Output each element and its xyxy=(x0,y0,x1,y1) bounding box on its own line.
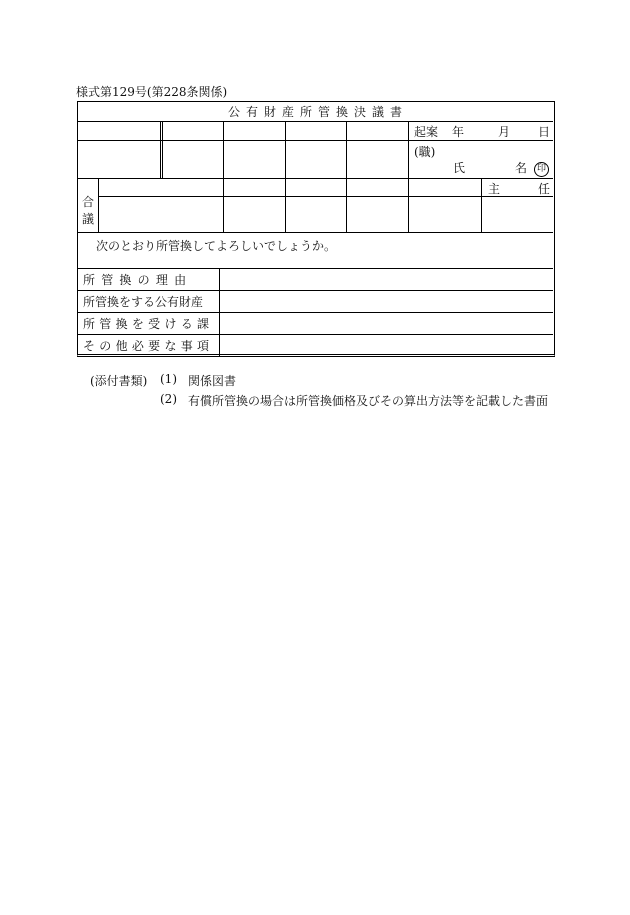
attachment-text-2: 有償所管換の場合は所管換価格及びその算出方法等を記載した書面 xyxy=(188,394,549,408)
rule xyxy=(78,312,553,313)
month-label: 月 xyxy=(498,125,511,139)
drafted-label: 起案 xyxy=(414,125,439,139)
row-label-property: 所管換をする公有財産 xyxy=(83,295,204,309)
row-label-other-matters: そ の 他 必 要 な 事 項 xyxy=(83,339,210,353)
seal-icon: 印 xyxy=(534,161,549,177)
rule xyxy=(219,268,220,356)
attachment-num-2: (2) xyxy=(160,392,177,406)
position-label: (職) xyxy=(414,145,436,159)
rule xyxy=(78,290,553,291)
consultation-label: 合議 xyxy=(82,195,95,226)
rule xyxy=(78,268,553,269)
surname-label: 氏 xyxy=(453,161,466,175)
rule xyxy=(78,334,553,335)
form-number: 様式第129号(第228条関係) xyxy=(76,85,228,99)
resolution-form xyxy=(77,101,555,357)
form-title: 公有財産所管換決議書 xyxy=(228,105,409,119)
attachment-text-1: 関係図書 xyxy=(188,374,237,388)
rule xyxy=(78,140,553,141)
rule xyxy=(408,121,409,232)
chief-label-1: 主 xyxy=(488,182,501,196)
name-label: 名 xyxy=(515,161,528,175)
rule xyxy=(481,178,482,232)
rule xyxy=(285,121,286,232)
rule xyxy=(78,232,553,233)
attachments-label: (添付書類) xyxy=(90,374,148,388)
request-text: 次のとおり所管換してよろしいでしょうか。 xyxy=(96,239,337,253)
rule xyxy=(346,121,347,232)
attachment-num-1: (1) xyxy=(160,372,177,386)
chief-label-2: 任 xyxy=(538,182,551,196)
row-label-reason: 所 管 換 の 理 由 xyxy=(83,273,188,287)
row-label-receiving-section: 所 管 換 を 受 け る 課 xyxy=(83,317,210,331)
year-label: 年 xyxy=(452,125,465,139)
rule xyxy=(78,121,553,122)
day-label: 日 xyxy=(538,125,551,139)
rule xyxy=(223,121,224,232)
rule xyxy=(98,178,99,232)
rule xyxy=(160,121,163,178)
